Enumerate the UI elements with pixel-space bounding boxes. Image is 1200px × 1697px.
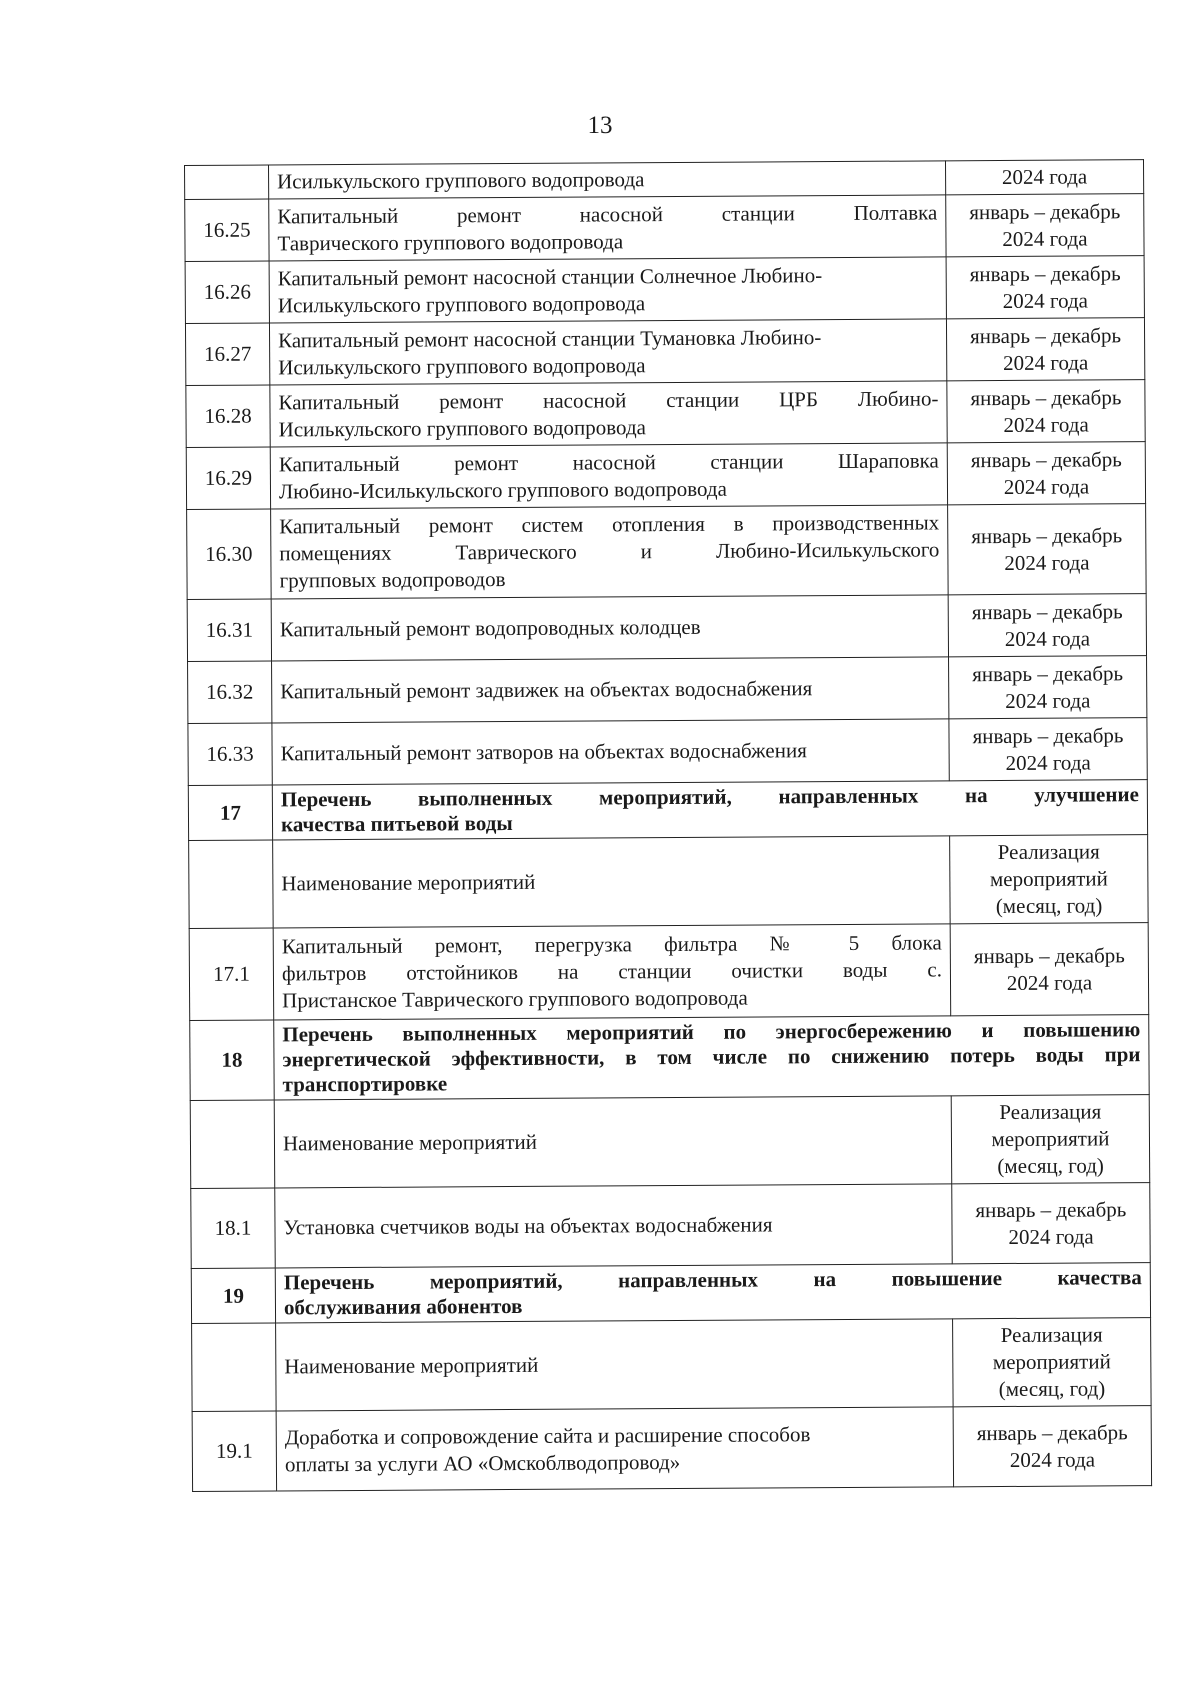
text-line: Капитальный ремонт насосной станции Полтавка <box>277 199 938 228</box>
item-period <box>945 160 1143 195</box>
item-description <box>269 161 946 199</box>
text-line: Пристанское Таврического группового водопровода <box>282 985 748 1013</box>
text-line: Перечень выполненных мероприятий по энергосбережению и повышению <box>282 1017 1141 1047</box>
item-number: 16.30 <box>187 509 272 600</box>
text-line: (месяц, год) <box>998 1376 1106 1402</box>
item-period <box>950 923 1149 1016</box>
text-line: Исилькульского группового водопровода <box>277 290 646 317</box>
section-row <box>190 1015 1149 1101</box>
item-description <box>271 595 948 661</box>
item-period <box>948 594 1146 657</box>
text-line: 2024 года <box>1002 287 1089 313</box>
item-description <box>272 719 949 785</box>
text-line: январь – декабрь <box>971 522 1123 548</box>
text-line: Реализация <box>997 839 1100 865</box>
table-row <box>191 1183 1150 1269</box>
empty-cell <box>192 1323 277 1412</box>
column-header-realization <box>951 1095 1150 1184</box>
table-row <box>187 594 1146 662</box>
text-line: Капитальный ремонт насосной станции ЦРБ Любино- <box>278 385 939 414</box>
item-description <box>272 657 949 723</box>
text-line: январь – декабрь <box>972 722 1124 748</box>
section-number: 19 <box>191 1268 275 1324</box>
text-line: Капитальный ремонт систем отопления в производственных <box>279 510 940 539</box>
text-line: Капитальный ремонт насосной станции Солнечное Любино- <box>277 262 823 290</box>
item-number: 16.29 <box>186 447 270 510</box>
column-header-name: Наименование мероприятий <box>273 836 951 928</box>
item-period <box>947 442 1145 505</box>
text-line: мероприятий <box>991 1126 1110 1152</box>
item-period <box>948 504 1147 595</box>
table-row <box>185 256 1144 324</box>
item-description <box>270 381 947 447</box>
text-line: 2024 года <box>1003 411 1089 437</box>
text-line: январь – декабрь <box>975 1196 1127 1222</box>
item-number: 16.27 <box>185 323 269 386</box>
section-row <box>191 1263 1150 1324</box>
text-line: 2024 года <box>1008 1223 1094 1249</box>
item-description <box>269 319 946 385</box>
text-line: Капитальный ремонт насосной станции Тумановка Любино- <box>277 324 822 352</box>
text-line: январь – декабрь <box>971 598 1123 624</box>
text-line: 2024 года <box>1006 969 1093 995</box>
item-number: 18.1 <box>191 1188 275 1269</box>
text-line: январь – декабрь <box>970 446 1122 472</box>
item-period <box>947 380 1145 443</box>
text-line: январь – декабрь <box>970 322 1122 348</box>
text-line: 2024 года <box>1001 164 1088 190</box>
item-period <box>953 1406 1151 1487</box>
text-line: январь – декабрь <box>972 660 1124 686</box>
item-number <box>185 165 269 200</box>
text-line: (месяц, год) <box>995 893 1103 919</box>
item-description <box>269 257 946 323</box>
item-number: 19.1 <box>192 1411 276 1492</box>
text-line: 2024 года <box>1005 749 1091 775</box>
item-period <box>952 1183 1150 1264</box>
text-line: качества питьевой воды <box>280 811 513 837</box>
text-line: Реализация <box>999 1099 1102 1125</box>
page-number: 13 <box>587 112 613 139</box>
text-line: Капитальный ремонт, перегрузка фильтра № 5 блока <box>281 930 942 959</box>
section-number: 17 <box>188 785 272 841</box>
item-period <box>946 318 1144 381</box>
text-line: обслуживания абонентов <box>283 1293 523 1320</box>
column-header-row <box>190 1095 1150 1189</box>
text-line: январь – декабрь <box>969 198 1121 224</box>
text-line: помещениях Таврического и Любино-Исилькульского <box>279 537 940 566</box>
text-line: Капитальный ремонт насосной станции Шараповка <box>278 447 939 476</box>
column-header-realization <box>950 835 1149 924</box>
text-line: мероприятий <box>992 1349 1111 1375</box>
text-line: Таврического группового водопровода <box>277 228 624 255</box>
text-line: 2024 года <box>1003 349 1089 375</box>
column-header-name: Наименование мероприятий <box>276 1319 954 1411</box>
table-row <box>186 380 1145 448</box>
table-row <box>192 1406 1151 1492</box>
table-row <box>189 923 1149 1021</box>
text-line: январь – декабрь <box>969 260 1121 286</box>
empty-cell <box>189 840 274 929</box>
text-line: Перечень мероприятий, направленных на повышение качества <box>283 1265 1142 1295</box>
item-description <box>275 1184 952 1268</box>
column-header-realization <box>953 1318 1152 1407</box>
item-description <box>271 505 949 599</box>
item-number: 16.25 <box>185 199 269 262</box>
text-line: Реализация <box>1000 1322 1103 1348</box>
item-period <box>949 656 1147 719</box>
item-description <box>273 924 951 1020</box>
text-line: Любино-Исилькульского группового водопровода <box>278 476 727 503</box>
item-number: 16.32 <box>188 661 272 724</box>
text-line: Установка счетчиков воды на объектах водоснабжения <box>283 1212 773 1240</box>
text-line: 2024 года <box>1004 549 1090 575</box>
column-header-name: Наименование мероприятий <box>274 1096 952 1188</box>
table-row <box>188 656 1147 724</box>
item-period <box>946 194 1144 257</box>
text-line: Доработка и сопровождение сайта и расширение способов <box>284 1421 811 1449</box>
item-number: 16.28 <box>186 385 270 448</box>
section-title <box>272 780 1147 840</box>
item-period <box>946 256 1144 319</box>
text-line: 2024 года <box>1002 225 1088 251</box>
table-row <box>185 194 1144 262</box>
item-description <box>276 1407 953 1491</box>
text-line: январь – декабрь <box>976 1419 1128 1445</box>
section-number: 18 <box>190 1020 274 1101</box>
text-line: 2024 года <box>1009 1446 1096 1472</box>
text-line: мероприятий <box>989 866 1108 892</box>
text-line: январь – декабрь <box>973 942 1125 968</box>
table-row <box>188 718 1147 786</box>
text-line: (месяц, год) <box>997 1153 1104 1179</box>
section-title <box>275 1263 1150 1323</box>
item-number: 16.31 <box>187 599 271 662</box>
text-line: Капитальный ремонт водопроводных колодцев <box>279 614 701 642</box>
item-description <box>270 443 947 509</box>
section-row <box>188 780 1147 841</box>
text-line: Капитальный ремонт затворов на объектах водоснабжения <box>280 738 807 766</box>
column-header-row <box>192 1318 1152 1412</box>
measures-table <box>184 159 1152 1492</box>
item-number: 16.33 <box>188 723 272 786</box>
item-period <box>949 718 1147 781</box>
text-line: 2024 года <box>1005 687 1091 713</box>
text-line: Исилькульского группового водопровода <box>277 167 645 194</box>
text-line: Исилькульского группового водопровода <box>278 352 646 379</box>
text-line: январь – декабрь <box>970 384 1122 410</box>
section-title <box>274 1015 1149 1100</box>
text-line: транспортировке <box>282 1071 448 1097</box>
item-number: 17.1 <box>189 928 274 1021</box>
column-header-row <box>189 835 1149 929</box>
text-line: оплаты за услуги АО «Омскоблводопровод» <box>284 1449 681 1476</box>
empty-cell <box>190 1100 275 1189</box>
text-line: Перечень выполненных мероприятий, направленных на улучшение <box>280 782 1139 812</box>
item-description <box>269 195 946 261</box>
item-number: 16.26 <box>185 261 269 324</box>
text-line: Исилькульского группового водопровода <box>278 414 646 441</box>
table-row <box>186 442 1145 510</box>
text-line: энергетической эффективности, в том числе по снижению потерь воды при <box>282 1042 1141 1072</box>
text-line: 2024 года <box>1004 625 1091 651</box>
text-line: фильтров отстойников на станции очистки воды с. <box>281 957 943 986</box>
table-row <box>187 504 1147 600</box>
text-line: Капитальный ремонт задвижек на объектах водоснабжения <box>280 676 813 704</box>
table-row <box>185 318 1144 386</box>
text-line: 2024 года <box>1003 473 1090 499</box>
text-line: групповых водопроводов <box>279 567 506 593</box>
